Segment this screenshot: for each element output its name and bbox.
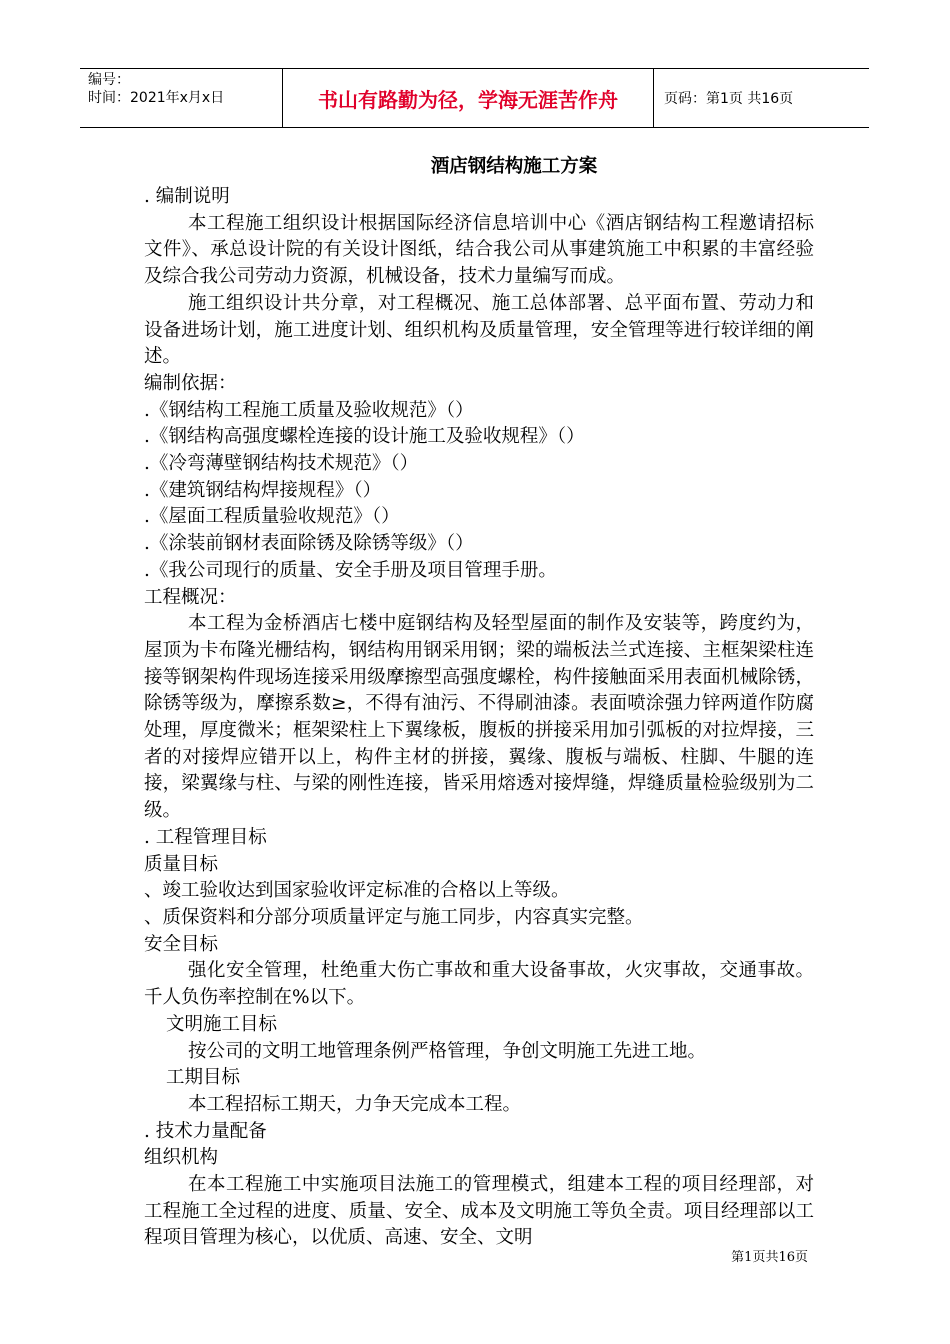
text-line: .《建筑钢结构焊接规程》（）: [144, 479, 382, 501]
text-line: . 工程管理目标: [144, 826, 267, 848]
page-footer: 第1页共16页: [731, 1250, 808, 1265]
header-motto: 书山有路勤为径，学海无涯苦作舟: [282, 69, 654, 127]
paragraph: 按公司的文明工地管理条例严格管理，争创文明施工先进工地。: [188, 1040, 707, 1062]
text-line: 安全目标: [144, 933, 219, 955]
text-line: .《钢结构工程施工质量及验收规范》（）: [144, 399, 474, 421]
text-line: 、竣工验收达到国家验收评定标准的合格以上等级。: [144, 880, 570, 902]
document-title: 酒店钢结构施工方案: [430, 156, 598, 177]
text-line: . 编制说明: [144, 186, 230, 207]
paragraph: 强化安全管理，杜绝重大伤亡事故和重大设备事故，火灾事故，交通事故。千人负伤率控制在%以下。: [144, 960, 814, 1009]
paragraph: 本工程招标工期天，力争天完成本工程。: [188, 1093, 522, 1115]
text-line: 工期目标: [166, 1067, 241, 1089]
header-page-info: 页码：第1页 共16页: [664, 91, 794, 107]
paragraph: 在本工程施工中实施项目法施工的管理模式，组建本工程的项目经理部，对工程施工全过程的进度、质量、安全、成本及文明施工等负全责。项目经理部以工程项目管理为核心，以优质、高速、安全、文明: [144, 1174, 814, 1249]
document-body: [144, 150, 814, 1252]
text-line: 组织机构: [144, 1147, 219, 1169]
body-text: [144, 184, 814, 1252]
text-line: 编制依据：: [144, 372, 237, 394]
text-line: . 技术力量配备: [144, 1120, 267, 1142]
text-line: .《涂装前钢材表面除锈及除锈等级》（）: [144, 533, 474, 555]
paragraph: 本工程施工组织设计根据国际经济信息培训中心《酒店钢结构工程邀请招标文件》、承总设计院的有关设计图纸，结合我公司从事建筑施工中积累的丰富经验及综合我公司劳动力资源，机械设备，技术力量编写而成。: [144, 212, 814, 288]
text-line: .《钢结构高强度螺栓连接的设计施工及验收规程》（）: [144, 426, 585, 448]
page-header: [80, 68, 869, 128]
header-left-cell: [80, 69, 282, 127]
doc-number-label: 编号：: [88, 72, 130, 88]
doc-date-label: 时间：2021年x月x日: [88, 90, 225, 106]
paragraph: 施工组织设计共分章，对工程概况、施工总体部署、总平面布置、劳动力和设备进场计划，施工进度计划、组织机构及质量管理，安全管理等进行较详细的阐述。: [144, 292, 814, 368]
text-line: 质量目标: [144, 853, 219, 875]
text-line: .《冷弯薄壁钢结构技术规范》（）: [144, 453, 419, 475]
text-line: .《我公司现行的质量、安全手册及项目管理手册。: [144, 559, 557, 581]
text-line: 工程概况：: [144, 586, 237, 608]
paragraph: 本工程为金桥酒店七楼中庭钢结构及轻型屋面的制作及安装等，跨度约为，屋顶为卡布隆光栅结构，钢结构用钢采用钢；梁的端板法兰式连接、主框架梁柱连接等钢架构件现场连接采用级摩擦型高强度螺栓，构件接触面采用表面机械除锈，除锈等级为，摩擦系数≥，不得有油污、不得刷油漆。表面喷涂强力锌两道作防腐处理，厚度微米；框架梁柱上下翼缘板，腹板的拼接采用加引弧板的对拉焊接，三者的对接焊应错开以上，构件主材的拼接，翼缘、腹板与端板、柱脚、牛腿的连接，梁翼缘与柱、与梁的刚性连接，皆采用熔透对接焊缝，焊缝质量检验级别为二级。: [144, 613, 814, 822]
text-line: 、质保资料和分部分项质量评定与施工同步，内容真实完整。: [144, 906, 644, 928]
text-line: 文明施工目标: [166, 1013, 278, 1035]
text-line: .《屋面工程质量验收规范》（）: [144, 506, 400, 528]
